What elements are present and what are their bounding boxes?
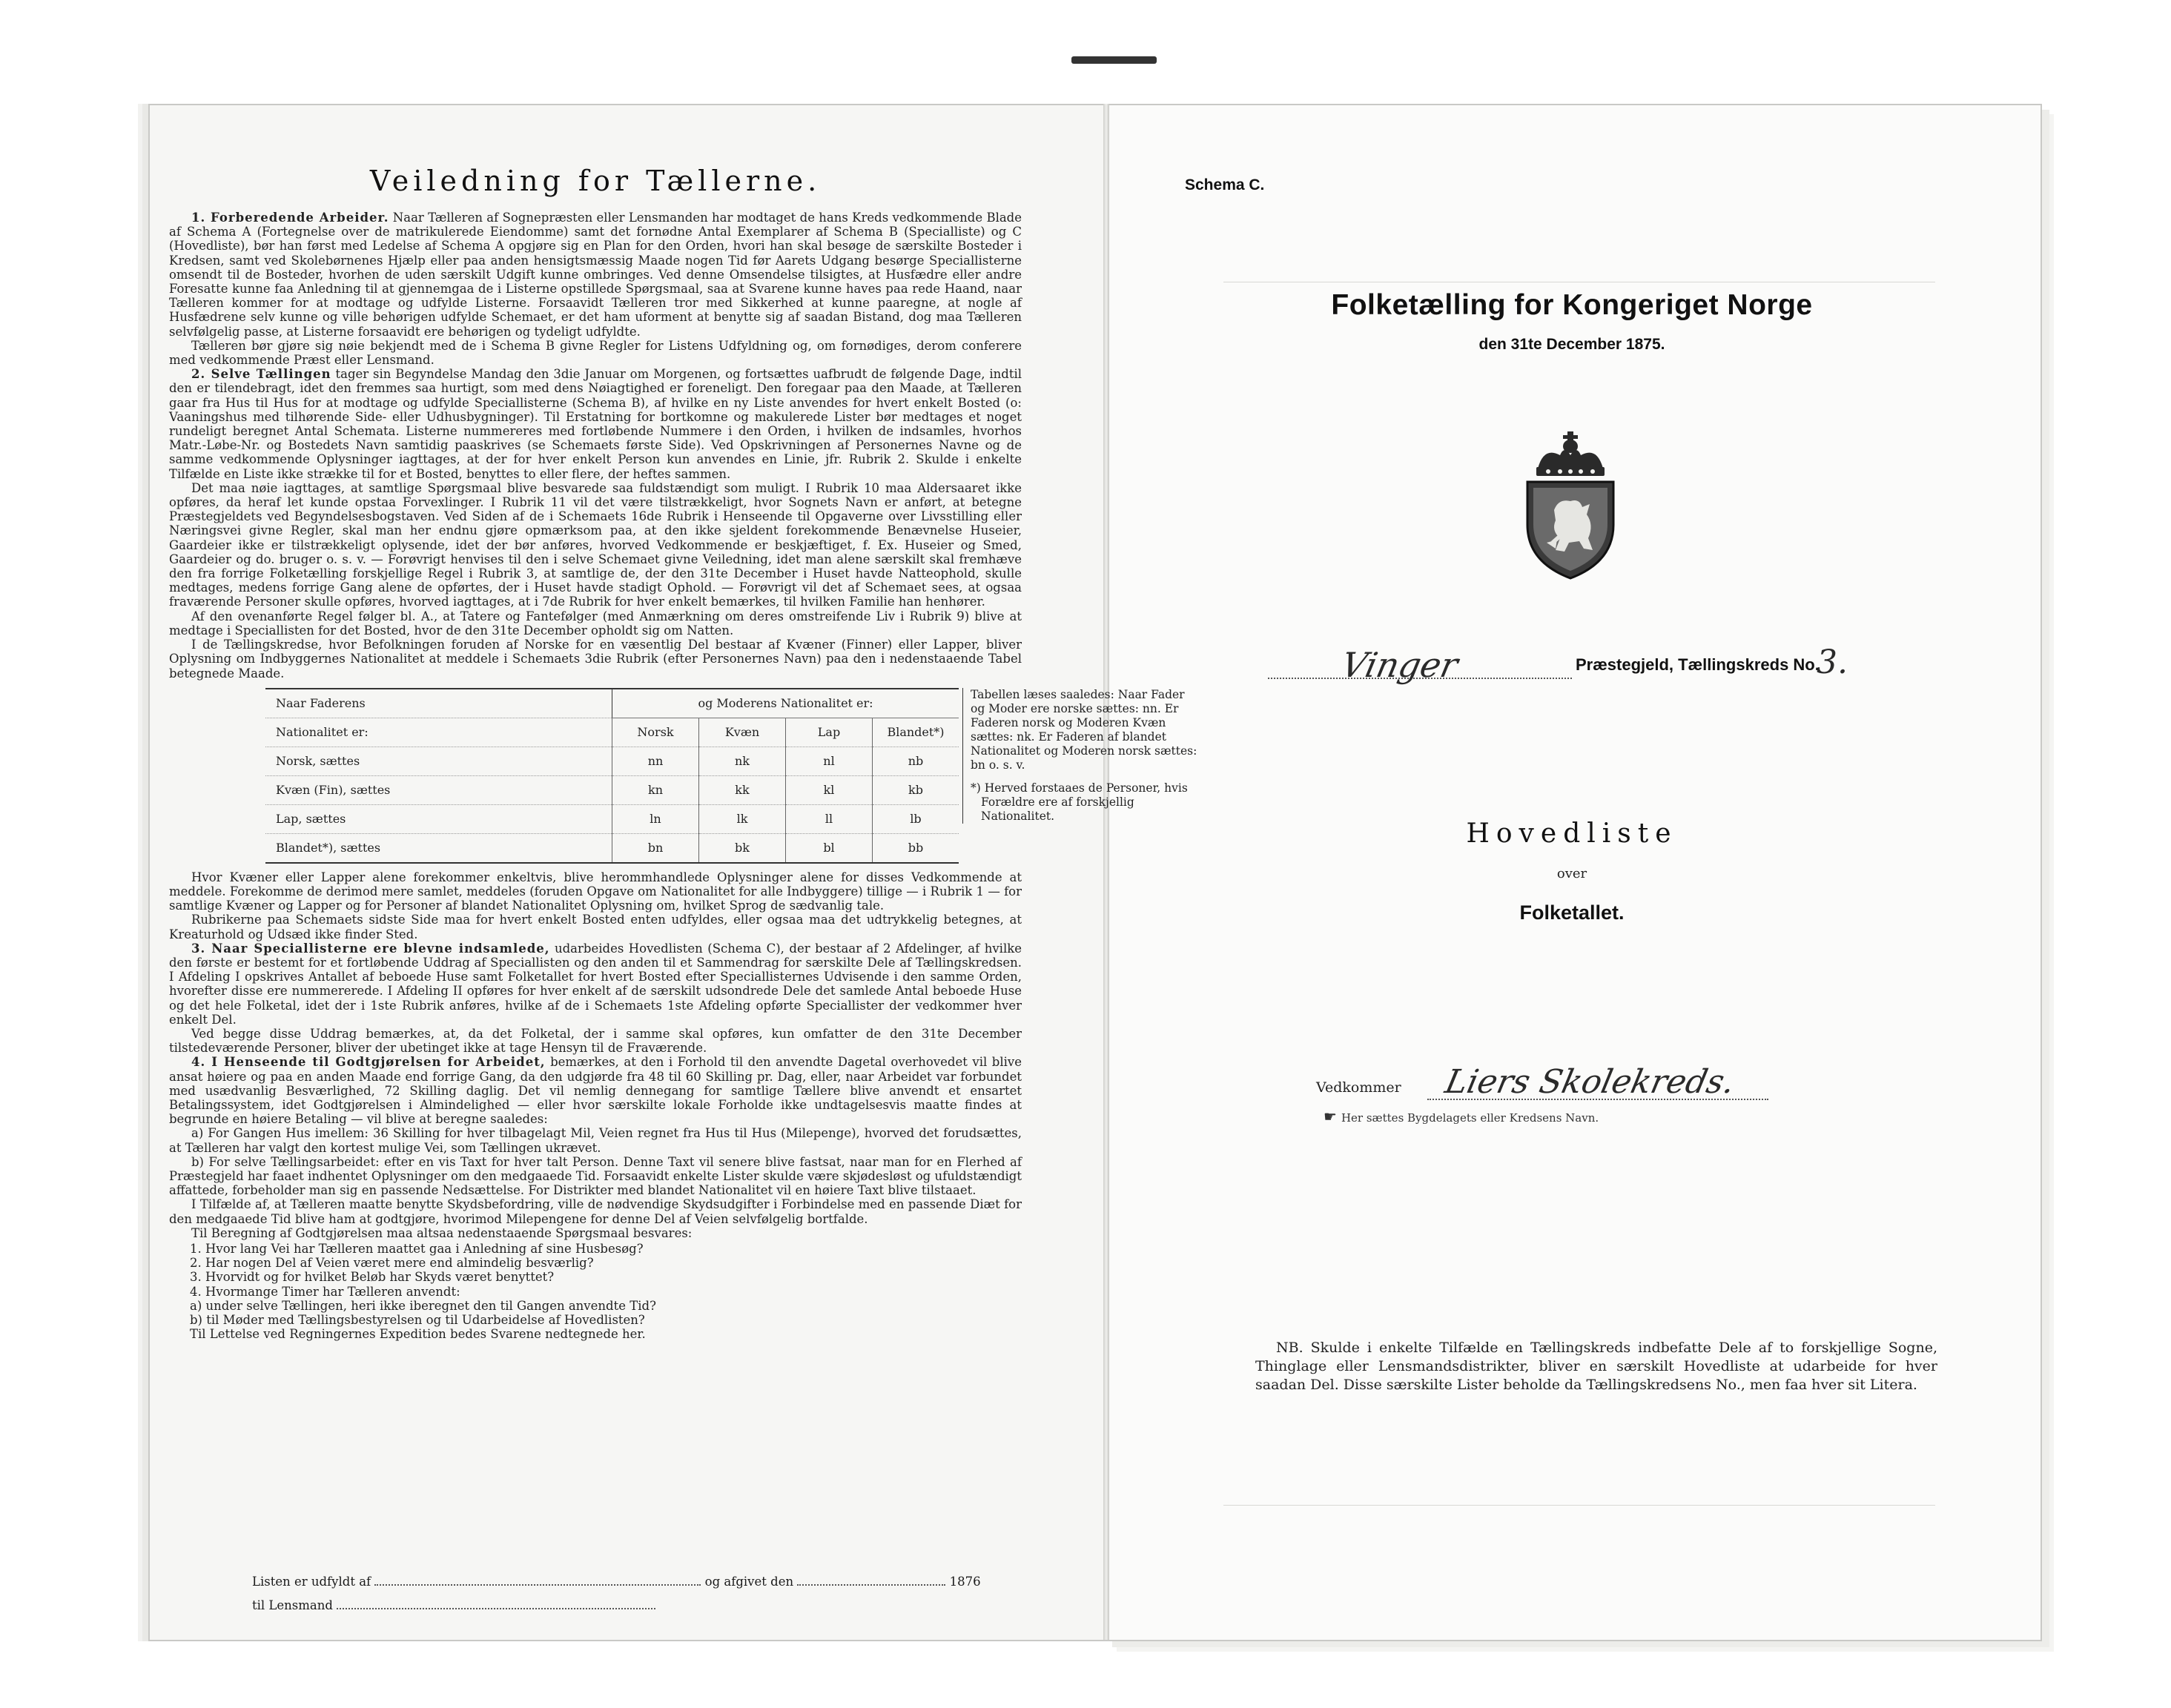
paragraph (169, 1197, 1022, 1225)
paragraph-text: Ved begge disse Uddrag bemærkes, at, da det Folketal, der i samme skal opføres, kun omfatter de den 31te December tilstedeværende Personer, bliver der ubetinget ikke at tage Hensyn til de Fraværende. (169, 1026, 1022, 1056)
table-cell: bl (786, 833, 873, 863)
column-header: Norsk (612, 718, 699, 747)
paragraph-text: Det maa nøie iagttages, at samtlige Spørgsmaal blive besvarede saa fuldstændigt som muligt. I Rubrik 10 maa Aldersaaret ikke opføres, da heraf let kunde opstaa Forvexlinger. I Rubrik 11 vil det være tilstrækkeligt, hvor Sognets Navn er anført, at betegne Præstegjeldets ved Begyndelsesbogstaven. Ved Siden af de i Schemaets 16de Rubrik i Henseende til Opgaverne over Livsstilling eller Næringsvei givne Regler, skal man her endnu gjøre opmærksom paa, at den ikke sjeldent forekommende Benævnelse Huseier, Gaardeier ikke er tilstrækkeligt oplysende, idet der bør anføres, hvorved Vedkommende er beskjæftiget, f. Ex. Huseier og Smed, Gaardeier og do. bruger o. s. v. — Forøvrigt henvises til den i selve Schemaet givne Veiledning, idet man alene særskilt skal fremhæve den fra forrige Folketælling forskjellige Regel i Rubrik 3, at samtlige de, der den 31te December i Huset havde Natteophold, skulle medtages, medens forrige Gang alene de opførtes, der i Huset havde stadigt Ophold. — Forøvrigt vil det af Schemaet sees, at ogsaa fraværende Personer skulle opføres, hvorved iagttages, at i 7de Rubrik for hver enkelt bemærkes, til hvilken Familie han henhører. (169, 480, 1022, 609)
paragraph (169, 339, 1022, 367)
paragraph (169, 211, 1022, 339)
row-label: Kvæn (Fin), sættes (265, 775, 612, 804)
paragraph-text: I de Tællingskredse, hvor Befolkningen foruden af Norske for en væsentlig Del bestaar af Kvæner (Finner) eller Lapper, bliver Oplysning om Indbyggernes Nationalitet at meddele i Schemaets 3die Rubrik (efter Personernes Navn) paa den i nedenstaaende Tabel betegnede Maade. (169, 638, 1022, 681)
filled-by-label: Listen er udfyldt af (252, 1575, 371, 1589)
paragraph-text: Til Beregning af Godtgjørelsen maa altsaa nedenstaaende Spørgsmaal besvares: (191, 1225, 693, 1240)
father-subheader: Nationalitet er: (265, 718, 612, 747)
section-heading: 4. I Henseende til Godtgjørelsen for Arbeidet, (191, 1055, 546, 1070)
submitted-label: og afgivet den (704, 1575, 794, 1589)
lensmand-label: til Lensmand (252, 1598, 333, 1612)
table-cell: ln (612, 804, 699, 833)
paragraph-text: bemærkes, at den i Forhold til den anvendte Dagetal overhovedet vil blive ansat høiere og paa en anden Maade end forrige Gang, da den udgjørde fra 48 til 60 Skilling pr. Dag, eller, naar Arbeidet var forbundet med usædvanlig Besværlighed, 72 Skilling daglig. Det vil nemlig dennegang for samtlige Tællere blive anvendt et ensartet Betalingssystem, idet Godtgjørelsen i Almindelighed — eller hvor særskilte lokale Forholde ikke undtagelsesvis maatte findes at begrunde en høiere Betaling — vil blive at beregne saaledes: (169, 1055, 1022, 1127)
table-cell: ll (786, 804, 873, 833)
paragraph (169, 609, 1022, 638)
paragraph-text: Hvor Kvæner eller Lapper alene forekommer enkeltvis, blive herommhandlede Oplysninger alene for disses Vedkommende at meddele. Forekomme de derimod mere samlet, meddeles (foruden Opgave om Nationalitet for alle Indbyggere) tillige — i Rubrik 1 — for samtlige Kvæner og Lapper og for Personer af blandet Nationalitet Oplysning om, hvilket Sprog de sædvanlig tale. (169, 870, 1022, 913)
paragraph-text: tager sin Begyndelse Mandag den 3die Januar om Morgenen, og fortsættes uafbrudt de følgende Dage, indtil den er tilendebragt, idet den fremmes saa hurtigt, som med dens Nøiagtighed er foreneligt. Den foregaar paa den Maade, at Tælleren gaar fra Hus til Hus for at modtage og udfylde Speciallisterne (Schema B), af hvilke en ny Liste anvendes for hvert enkelt Bosted (o: Vaaningshus med tilhørende Side- eller Udhusbygninger). Til Erstatning for bortkomne og makulerede Lister bør medtages et noget rundeligt beregnet Antal Schemata. Listerne nummereres med fortløbende Nummere i den Orden, i hvilken de indsamles, hvorhos Matr.-Løbe-Nr. og Bostedets Navn samtidig paaskrives (se Schemaets første Side). Ved Opskrivningen af Personernes Navne og de samme vedkommende Oplysninger iagttages, at der for hver enkelt Person kun anvendes en Linie, jfr. Rubrik 2. Skulde i enkelte Tilfælde en Liste ikke strække til for et Bosted, benyttes to eller flere, der heftes sammen. (169, 367, 1022, 481)
instructions-body-continued (169, 870, 1022, 1342)
paragraph (169, 913, 1022, 941)
mother-header: og Moderens Nationalitet er: (612, 689, 959, 718)
table-footnote: *) Herved forstaaes de Personer, hvis Forældre ere af forskjellig Nationalitet. (971, 781, 1188, 823)
table-cell: nk (699, 747, 786, 775)
pointing-hand-icon: ☛ (1324, 1108, 1337, 1125)
section-heading: 2. Selve Tællingen (191, 367, 331, 382)
paragraph (169, 1126, 1022, 1154)
paragraph (169, 1226, 1022, 1240)
paragraph-text: udarbeides Hovedlisten (Schema C), der bestaar af 2 Afdelinger, af hvilke den første er bestemt for et fortløbende Uddrag af Speciallisten og den anden til et Sammendrag for særskilte Dele af Tællingskredsen. I Afdeling I opskrives Antallet af beboede Huse samt Folketallet for hvert Bosted efter Speciallisternes Udvisende i den samme Orden, hvorefter disse ere nummererede. I Afdeling II opføres for hver enkelt af de særskilt udsondrede Dele det samlede Antal beboede Huse og det hele Folketal, idet der i 1ste Rubrik anføres, hvilke af de i Schemaets 1ste Afdeling opførte Speciallister der vedkommer hver enkelt Del. (169, 941, 1022, 1027)
list-item: 3. Hvorvidt og for hvilket Beløb har Skyds været benyttet? (190, 1270, 555, 1285)
father-header: Naar Faderens (265, 689, 612, 718)
parish-label: Præstegjeld, Tællingskreds No. (1576, 655, 1820, 674)
paragraph-text: Naar Tælleren af Sognepræsten eller Lensmanden har modtaget de hans Kreds vedkommende Blade af Schema A (Fortegnelse over de matrikulerede Eiendomme) samt det fornødne Antal Exemplarer af Schema B (Specialliste) og C (Hovedliste), bør han først med Ledelse af Schema A opgjøre sig en Plan for den Orden, hvori han skal besøge de særskilte Bosteder i Kredsen, samt ved Skolebørnenes Hjælp eller paa anden hensigtsmæssig Maade nogen Tid før Aarets Udgang besørge Speciallisterne omsendt til de Bosteder, hvorhen de uden særskilt Udgift kunne ombringes. Ved denne Omsendelse tilsigtes, at Husfædre eller andre Foresatte kunne faa Anledning til at gjennemgaa de i Listerne opstillede Spørgsmaal, saa at Svarene kunne haves paa rede Haand, naar Tælleren kommer for at modtage og udfylde Listerne. Forsaavidt Tælleren tror med Sikkerhed at kunne paaregne, at nogle af Husfædrene selv kunne og ville behørigen udfylde Schemaet, er det ham uforment at benytte sig af saadan Bistand, dog maa Tælleren selvfølgelig passe, at Listerne forsaavidt ere behørigen og tydeligt udfyldte. (169, 211, 1022, 339)
coat-of-arms-icon (1521, 430, 1619, 582)
year-label: 1876 (949, 1575, 981, 1589)
parish-row (1268, 645, 2009, 689)
lensmand-line (252, 1598, 655, 1612)
bleed-through-line (1223, 1505, 1935, 1506)
nb-note: NB. Skulde i enkelte Tilfælde en Tællingskreds indbefatte Dele af to forskjellige Sogne, Thinglage eller Lensmandsdistrikter, bliver en særskilt Hovedliste at udarbeide for hver saadan Del. Disse særskilte Lister beholde da Tællingskredsens No., men faa hver sit Litera. (1255, 1340, 1937, 1393)
paragraph (169, 870, 1022, 913)
paragraph (169, 941, 1022, 1027)
section-heading: 1. Forberedende Arbeider. (191, 211, 389, 225)
population-heading: Folketallet. (1519, 901, 1625, 924)
district-number: 3. (1817, 643, 1848, 681)
table-explanation (962, 688, 1200, 824)
vedkommer-label: Vedkommer (1316, 1079, 1401, 1096)
row-label: Blandet*), sættes (265, 833, 612, 863)
instructions-body (169, 211, 1022, 681)
column-header: Lap (786, 718, 873, 747)
instructions-title: Veiledning for Tællerne. (369, 165, 822, 197)
table-cell: bn (612, 833, 699, 863)
nationality-section (169, 687, 1197, 866)
column-header: Kvæn (699, 718, 786, 747)
table-row (265, 833, 959, 863)
filled-by-line (252, 1575, 981, 1589)
over-label: over (1556, 866, 1587, 881)
paragraph (169, 1055, 1022, 1126)
table-row (265, 775, 959, 804)
paragraph-text: b) For selve Tællingsarbeidet: efter en vis Taxt for hver talt Person. Denne Taxt vil senere blive fastsat, naar man for en Flerhed af Præstegjeld har faaet indhentet Oplysninger om den medgaaede Tid. Forsaavidt enkelte Lister skulde være skjødesløst og ufuldstændigt affattede, forbeholder man sig en passende Nedsættelse. For Distrikter med blandet Nationalitet vil en høiere Taxt blive tilstaaet. (169, 1154, 1022, 1198)
census-title: Folketælling for Kongeriget Norge (1331, 289, 1813, 321)
paragraph (169, 638, 1022, 681)
paragraph (169, 1155, 1022, 1198)
vedkommer-handwritten: Liers Skolekreds. (1441, 1063, 1739, 1101)
table-row (265, 747, 959, 775)
list-item: 1. Hvor lang Vei har Tælleren maattet gaa i Anledning af sine Husbesøg? (190, 1241, 644, 1256)
table-note: Tabellen læses saaledes: Naar Fader og Moder ere norske sættes: nn. Er Faderen norsk og Moderen Kvæn sættes: nk. Er Faderen af blandet Nationalitet og Moderen norsk sættes: bn o. s. v. (971, 687, 1197, 772)
row-label: Lap, sættes (265, 804, 612, 833)
table-cell: kk (699, 775, 786, 804)
table-cell: nn (612, 747, 699, 775)
table-cell: lb (873, 804, 959, 833)
census-date: den 31te December 1875. (1478, 336, 1665, 353)
instructions-page (169, 104, 1197, 1342)
table-cell: nl (786, 747, 873, 775)
paragraph (169, 367, 1022, 481)
list-item: Til Lettelse ved Regningernes Expedition bedes Svarene nedtegnede her. (190, 1327, 646, 1342)
paragraph-text: Tælleren bør gjøre sig nøie bekjendt med de i Schema B givne Regler for Listens Udfyldning og, om fornødiges, derom conferere med vedkommende Præst eller Lensmand. (169, 338, 1022, 368)
paragraph (169, 1027, 1022, 1055)
schema-label: Schema C. (1185, 176, 1265, 193)
question-list (190, 1242, 1022, 1341)
paragraph (169, 481, 1022, 609)
vedkommer-note (1324, 1108, 1599, 1125)
column-header: Blandet*) (873, 718, 959, 747)
vedkommer-note-text: Her sættes Bygdelagets eller Kredsens Navn. (1341, 1111, 1599, 1125)
list-item: 4. Hvormange Timer har Tælleren anvendt: (190, 1284, 460, 1299)
list-item: b) til Møder med Tællingsbestyrelsen og til Udarbeidelse af Hovedlisten? (190, 1313, 645, 1327)
scan-mark (1071, 56, 1157, 64)
table-cell: nb (873, 747, 959, 775)
list-item: 2. Har nogen Del af Veien været mere end almindelig besværlig? (190, 1256, 594, 1271)
table-row (265, 804, 959, 833)
paragraph-text: I Tilfælde af, at Tælleren maatte benytte Skydsbefordring, ville de nødvendige Skydsudgifter i Forbindelse med en passende Diæt for den medgaaede Tid blive ham at godtgjøre, hvorimod Milepengene for denne Del af Veien selvfølgelig bortfalde. (169, 1197, 1022, 1226)
table-cell: lk (699, 804, 786, 833)
paragraph-text: a) For Gangen Hus imellem: 36 Skilling for hver tilbagelagt Mil, Veien regnet fra Hus til Hus (Milepenge), hvorved det forudsættes, at Tælleren har valgt den kortest mulige Vei, som Tællingen ukrævet. (169, 1126, 1022, 1155)
page-fold (1103, 104, 1109, 1640)
table-cell: kl (786, 775, 873, 804)
vedkommer-row (1316, 1063, 1835, 1125)
table-cell: bk (699, 833, 786, 863)
list-item: a) under selve Tællingen, heri ikke iberegnet den til Gangen anvendte Tid? (190, 1298, 656, 1313)
parish-handwritten: Vinger (1338, 645, 1462, 685)
table-cell: kn (612, 775, 699, 804)
main-list-heading: Hovedliste (1466, 818, 1678, 849)
paragraph-text: Rubrikerne paa Schemaets sidste Side maa for hvert enkelt Bosted enten udfyldes, eller ogsaa maa det udtrykkelig betegnes, at Kreaturhold og Udsæd ikke finder Sted. (169, 913, 1022, 941)
row-label: Norsk, sættes (265, 747, 612, 775)
paragraph-text: Af den ovenanførte Regel følger bl. A., at Tatere og Fantefølger (med Anmærkning om deres omstreifende Liv i Rubrik 9) blive at medtage i Speciallisten for det Bosted, hvor de den 31te December opholdt sig om Natten. (169, 609, 1022, 638)
table-cell: bb (873, 833, 959, 863)
table-cell: kb (873, 775, 959, 804)
nationality-table (265, 688, 959, 864)
section-heading: 3. Naar Speciallisterne ere blevne indsamlede, (191, 941, 550, 956)
